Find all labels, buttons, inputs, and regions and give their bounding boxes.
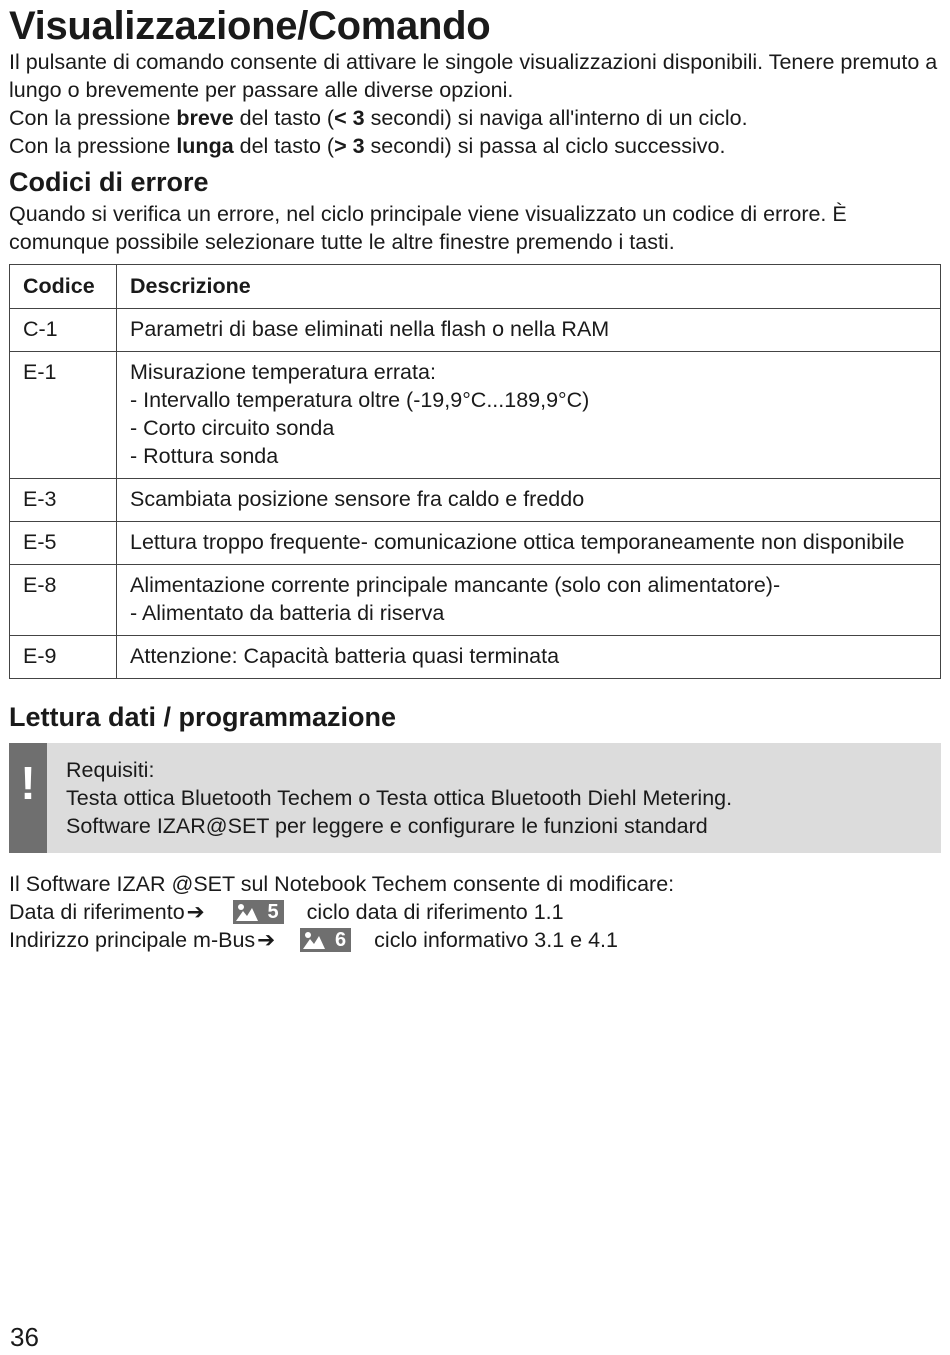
description-line: - Alimentato da batteria di riserva — [130, 601, 445, 625]
error-code: C-1 — [10, 309, 117, 352]
item-label: Indirizzo principale m-Bus — [9, 927, 256, 952]
item-label: Data di riferimento — [9, 899, 185, 924]
table-row — [10, 479, 941, 522]
bold-text: breve — [176, 106, 234, 130]
warning-icon: ! — [9, 743, 47, 853]
list-item-mbus-address — [9, 926, 941, 954]
badge-number: 6 — [335, 928, 347, 951]
description-line: Scambiata posizione sensore fra caldo e freddo — [130, 487, 585, 511]
picture-icon — [303, 931, 325, 949]
software-intro: Il Software IZAR @SET sul Notebook Techem consente di modificare: — [9, 872, 675, 896]
error-description — [117, 479, 941, 522]
description-line: Attenzione: Capacità batteria quasi terminata — [130, 644, 560, 668]
picture-icon — [236, 903, 258, 921]
item-target: ciclo informativo 3.1 e 4.1 — [374, 927, 618, 952]
intro-paragraph: Il pulsante di comando consente di attivare le singole visualizzazioni disponibili. Tenere premuto a lungo o brevemente per passare alle diverse opzioni. — [9, 50, 938, 102]
error-rows — [10, 309, 941, 679]
table-row — [10, 565, 941, 636]
description-line: Lettura troppo frequente- comunicazione ottica temporaneamente non disponibile — [130, 530, 905, 554]
bold-text: < 3 — [334, 106, 365, 130]
text: del tasto ( — [233, 106, 335, 130]
error-description — [117, 636, 941, 679]
description-line: Misurazione temperatura errata: — [130, 360, 436, 384]
text: del tasto ( — [233, 134, 335, 158]
image-ref-badge — [300, 928, 351, 952]
table-row — [10, 636, 941, 679]
error-code: E-8 — [10, 565, 117, 636]
bold-text: lunga — [176, 134, 234, 158]
list-item-reference-date — [9, 898, 941, 926]
description-line: - Corto circuito sonda — [130, 416, 335, 440]
requirements-line: Testa ottica Bluetooth Techem o Testa ottica Bluetooth Diehl Metering. — [66, 786, 733, 810]
table-header-row — [10, 265, 941, 309]
table-row — [10, 352, 941, 479]
reading-heading: Lettura dati / programmazione — [9, 702, 397, 732]
text: Con la pressione — [9, 106, 177, 130]
page-title: Visualizzazione/Comando — [9, 4, 491, 48]
description-line: Parametri di base eliminati nella flash o nella RAM — [130, 317, 610, 341]
badge-number: 5 — [267, 900, 279, 923]
arrow-right-icon: ➔ — [257, 927, 276, 952]
requirements-note — [9, 743, 941, 853]
text: Con la pressione — [9, 134, 177, 158]
text: secondi) si passa al ciclo successivo. — [364, 134, 726, 158]
error-code: E-9 — [10, 636, 117, 679]
error-codes-heading: Codici di errore — [9, 167, 209, 197]
item-target: ciclo data di riferimento 1.1 — [306, 899, 564, 924]
long-press-line — [9, 132, 941, 160]
requirements-line: Software IZAR@SET per leggere e configurare le funzioni standard — [66, 814, 708, 838]
table-row — [10, 522, 941, 565]
error-code: E-3 — [10, 479, 117, 522]
error-description — [117, 309, 941, 352]
requirements-line: Requisiti: — [66, 758, 155, 782]
error-code: E-1 — [10, 352, 117, 479]
column-header-description: Descrizione — [117, 265, 941, 309]
page-number: 36 — [10, 1322, 39, 1352]
bold-text: > 3 — [334, 134, 365, 158]
table-row — [10, 309, 941, 352]
page — [9, 0, 941, 954]
arrow-right-icon: ➔ — [186, 899, 205, 924]
image-ref-badge — [233, 900, 284, 924]
error-description — [117, 352, 941, 479]
short-press-line — [9, 104, 941, 132]
error-codes-table — [9, 264, 941, 679]
error-description — [117, 565, 941, 636]
error-code: E-5 — [10, 522, 117, 565]
description-line: - Rottura sonda — [130, 444, 279, 468]
description-line: - Intervallo temperatura oltre (-19,9°C...189,9°C) — [130, 388, 590, 412]
column-header-code: Codice — [10, 265, 117, 309]
text: secondi) si naviga all'interno di un ciclo. — [364, 106, 748, 130]
requirements-text — [66, 756, 732, 840]
description-line: Alimentazione corrente principale mancante (solo con alimentatore)- — [130, 573, 781, 597]
error-codes-paragraph: Quando si verifica un errore, nel ciclo principale viene visualizzato un codice di errore. È comunque possibile selezionare tutte le altre finestre premendo i tasti. — [9, 202, 847, 254]
error-description — [117, 522, 941, 565]
